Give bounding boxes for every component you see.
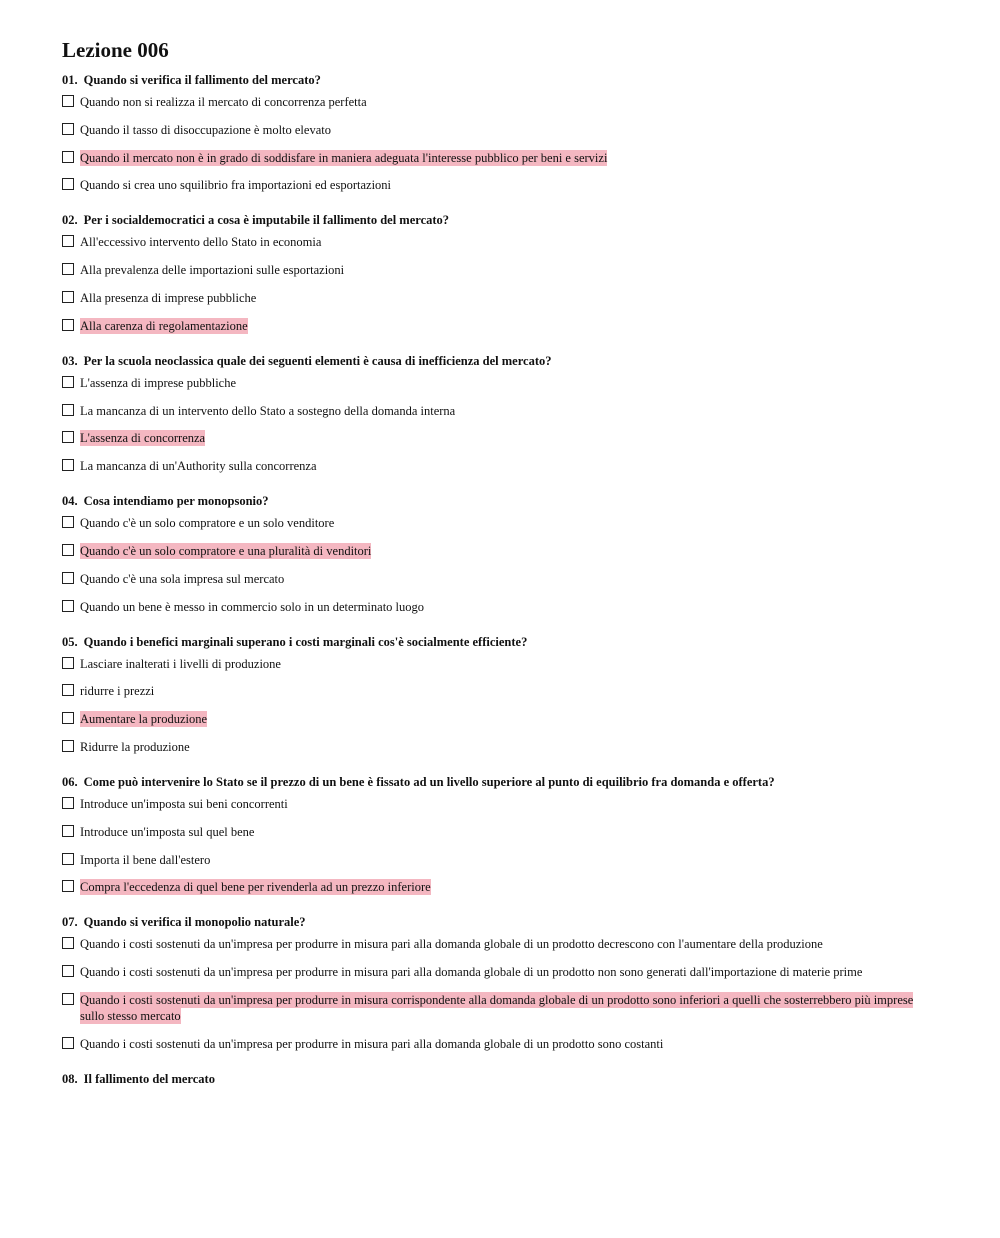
question-number: 01. xyxy=(62,73,78,87)
answer-option-correct xyxy=(62,430,932,446)
question-heading xyxy=(62,353,932,369)
answer-text: L'assenza di concorrenza xyxy=(80,431,206,446)
checkbox-icon[interactable] xyxy=(62,404,74,416)
question-number: 05. xyxy=(62,634,78,649)
question-01 xyxy=(62,72,932,193)
question-08 xyxy=(62,1071,932,1087)
answer-option xyxy=(62,599,932,615)
answer-option xyxy=(62,571,932,587)
answer-text: Quando i costi sostenuti da un'impresa per produrre in misura pari alla domanda globale di un prodotto non sono generati dall'importazione di materie prime xyxy=(80,965,863,980)
checkbox-icon[interactable] xyxy=(62,95,74,107)
answer-option xyxy=(62,458,932,474)
answer-text: La mancanza di un'Authority sulla concorrenza xyxy=(80,459,317,474)
answer-option-correct xyxy=(62,318,932,334)
checkbox-icon[interactable] xyxy=(62,937,74,949)
answer-option xyxy=(62,739,932,755)
answer-text: Quando il mercato non è in grado di soddisfare in maniera adeguata l'interesse pubblico per beni e servizi xyxy=(80,150,608,165)
answer-text: ridurre i prezzi xyxy=(80,684,155,699)
checkbox-icon[interactable] xyxy=(62,572,74,584)
question-heading xyxy=(62,914,932,930)
answer-option-correct xyxy=(62,711,932,727)
checkbox-icon[interactable] xyxy=(62,684,74,696)
answer-option xyxy=(62,403,932,419)
question-heading xyxy=(62,634,932,650)
question-text: Quando si verifica il fallimento del mercato? xyxy=(83,73,321,87)
question-text: Per la scuola neoclassica quale dei seguenti elementi è causa di inefficienza del mercato? xyxy=(83,353,552,368)
checkbox-icon[interactable] xyxy=(62,880,74,892)
question-heading xyxy=(62,493,932,509)
checkbox-icon[interactable] xyxy=(62,291,74,303)
answer-text: Importa il bene dall'estero xyxy=(80,852,211,867)
answer-text: Quando i costi sostenuti da un'impresa per produrre in misura pari alla domanda globale di un prodotto decrescono con l'aumentare della produzione xyxy=(80,937,823,952)
answer-option xyxy=(62,1036,932,1052)
question-04 xyxy=(62,493,932,614)
answer-option xyxy=(62,290,932,306)
question-list xyxy=(62,72,932,1087)
question-06 xyxy=(62,774,932,895)
document-page xyxy=(62,38,932,1093)
answer-text: Compra l'eccedenza di quel bene per rivenderla ad un prezzo inferiore xyxy=(80,880,431,895)
question-number: 03. xyxy=(62,353,78,368)
question-03 xyxy=(62,353,932,474)
question-02 xyxy=(62,212,932,333)
answer-text: Quando i costi sostenuti da un'impresa per produrre in misura pari alla domanda globale di un prodotto sono costanti xyxy=(80,1036,664,1051)
answer-text: Quando i costi sostenuti da un'impresa per produrre in misura corrispondente alla domanda globale di un prodotto sono inferiori a quelli che sosterrebbero più imprese sullo stesso mercato xyxy=(80,992,914,1023)
answer-text: Alla carenza di regolamentazione xyxy=(80,318,248,333)
answer-text: Quando non si realizza il mercato di concorrenza perfetta xyxy=(80,95,367,109)
answer-text: Alla prevalenza delle importazioni sulle esportazioni xyxy=(80,263,345,278)
question-heading xyxy=(62,72,932,88)
answer-text: Quando c'è una sola impresa sul mercato xyxy=(80,571,285,586)
question-05 xyxy=(62,634,932,755)
question-07 xyxy=(62,914,932,1051)
answer-option xyxy=(62,796,932,812)
question-text: Come può intervenire lo Stato se il prezzo di un bene è fissato ad un livello superiore al punto di equilibrio fra domanda e offerta? xyxy=(83,774,775,789)
question-text: Il fallimento del mercato xyxy=(83,1071,215,1086)
answer-option xyxy=(62,375,932,391)
answer-text: Introduce un'imposta sui beni concorrenti xyxy=(80,796,288,811)
question-number: 08. xyxy=(62,1071,78,1086)
question-text: Per i socialdemocratici a cosa è imputabile il fallimento del mercato? xyxy=(83,213,450,228)
checkbox-icon[interactable] xyxy=(62,965,74,977)
checkbox-icon[interactable] xyxy=(62,123,74,135)
answer-text: La mancanza di un intervento dello Stato a sostegno della domanda interna xyxy=(80,403,456,418)
answer-option xyxy=(62,515,932,531)
answer-option xyxy=(62,234,932,250)
checkbox-icon[interactable] xyxy=(62,376,74,388)
answer-text: Ridurre la produzione xyxy=(80,739,190,754)
answer-option xyxy=(62,964,932,980)
checkbox-icon[interactable] xyxy=(62,825,74,837)
answer-text: Aumentare la produzione xyxy=(80,712,208,727)
checkbox-icon[interactable] xyxy=(62,319,74,331)
checkbox-icon[interactable] xyxy=(62,235,74,247)
checkbox-icon[interactable] xyxy=(62,544,74,556)
question-number: 07. xyxy=(62,915,78,930)
question-heading xyxy=(62,1071,932,1087)
answer-option-correct xyxy=(62,150,932,166)
answer-text: Quando un bene è messo in commercio solo in un determinato luogo xyxy=(80,599,425,614)
checkbox-icon[interactable] xyxy=(62,600,74,612)
question-number: 06. xyxy=(62,774,78,789)
answer-text: Quando si crea uno squilibrio fra importazioni ed esportazioni xyxy=(80,178,392,193)
answer-option xyxy=(62,656,932,672)
checkbox-icon[interactable] xyxy=(62,263,74,275)
answer-text: Lasciare inalterati i livelli di produzione xyxy=(80,656,281,671)
question-text: Quando i benefici marginali superano i costi marginali cos'è socialmente efficiente? xyxy=(83,634,528,649)
checkbox-icon[interactable] xyxy=(62,459,74,471)
answer-text: Quando c'è un solo compratore e un solo venditore xyxy=(80,516,335,531)
checkbox-icon[interactable] xyxy=(62,657,74,669)
question-number: 02. xyxy=(62,213,78,228)
checkbox-icon[interactable] xyxy=(62,151,74,163)
answer-option xyxy=(62,852,932,868)
answer-option-correct xyxy=(62,543,932,559)
checkbox-icon[interactable] xyxy=(62,1037,74,1049)
checkbox-icon[interactable] xyxy=(62,178,74,190)
answer-text: Quando il tasso di disoccupazione è molto elevato xyxy=(80,122,331,137)
checkbox-icon[interactable] xyxy=(62,740,74,752)
answer-text: All'eccessivo intervento dello Stato in economia xyxy=(80,235,322,250)
answer-text: Introduce un'imposta sul quel bene xyxy=(80,824,255,839)
question-number: 04. xyxy=(62,494,78,509)
checkbox-icon[interactable] xyxy=(62,431,74,443)
question-text: Cosa intendiamo per monopsonio? xyxy=(83,494,269,509)
answer-option xyxy=(62,262,932,278)
checkbox-icon[interactable] xyxy=(62,797,74,809)
answer-option xyxy=(62,177,932,193)
answer-text: L'assenza di imprese pubbliche xyxy=(80,375,237,390)
checkbox-icon[interactable] xyxy=(62,993,74,1005)
checkbox-icon[interactable] xyxy=(62,712,74,724)
answer-option xyxy=(62,122,932,138)
answer-text: Alla presenza di imprese pubbliche xyxy=(80,290,257,305)
checkbox-icon[interactable] xyxy=(62,516,74,528)
answer-option xyxy=(62,683,932,699)
page-title: Lezione 006 xyxy=(62,38,169,62)
question-text: Quando si verifica il monopolio naturale? xyxy=(83,915,306,930)
question-heading xyxy=(62,212,932,228)
answer-option xyxy=(62,94,932,110)
checkbox-icon[interactable] xyxy=(62,853,74,865)
question-heading xyxy=(62,774,932,790)
answer-option-correct xyxy=(62,879,932,895)
answer-option xyxy=(62,824,932,840)
answer-option-correct xyxy=(62,992,932,1024)
answer-text: Quando c'è un solo compratore e una pluralità di venditori xyxy=(80,543,372,558)
answer-option xyxy=(62,936,932,952)
